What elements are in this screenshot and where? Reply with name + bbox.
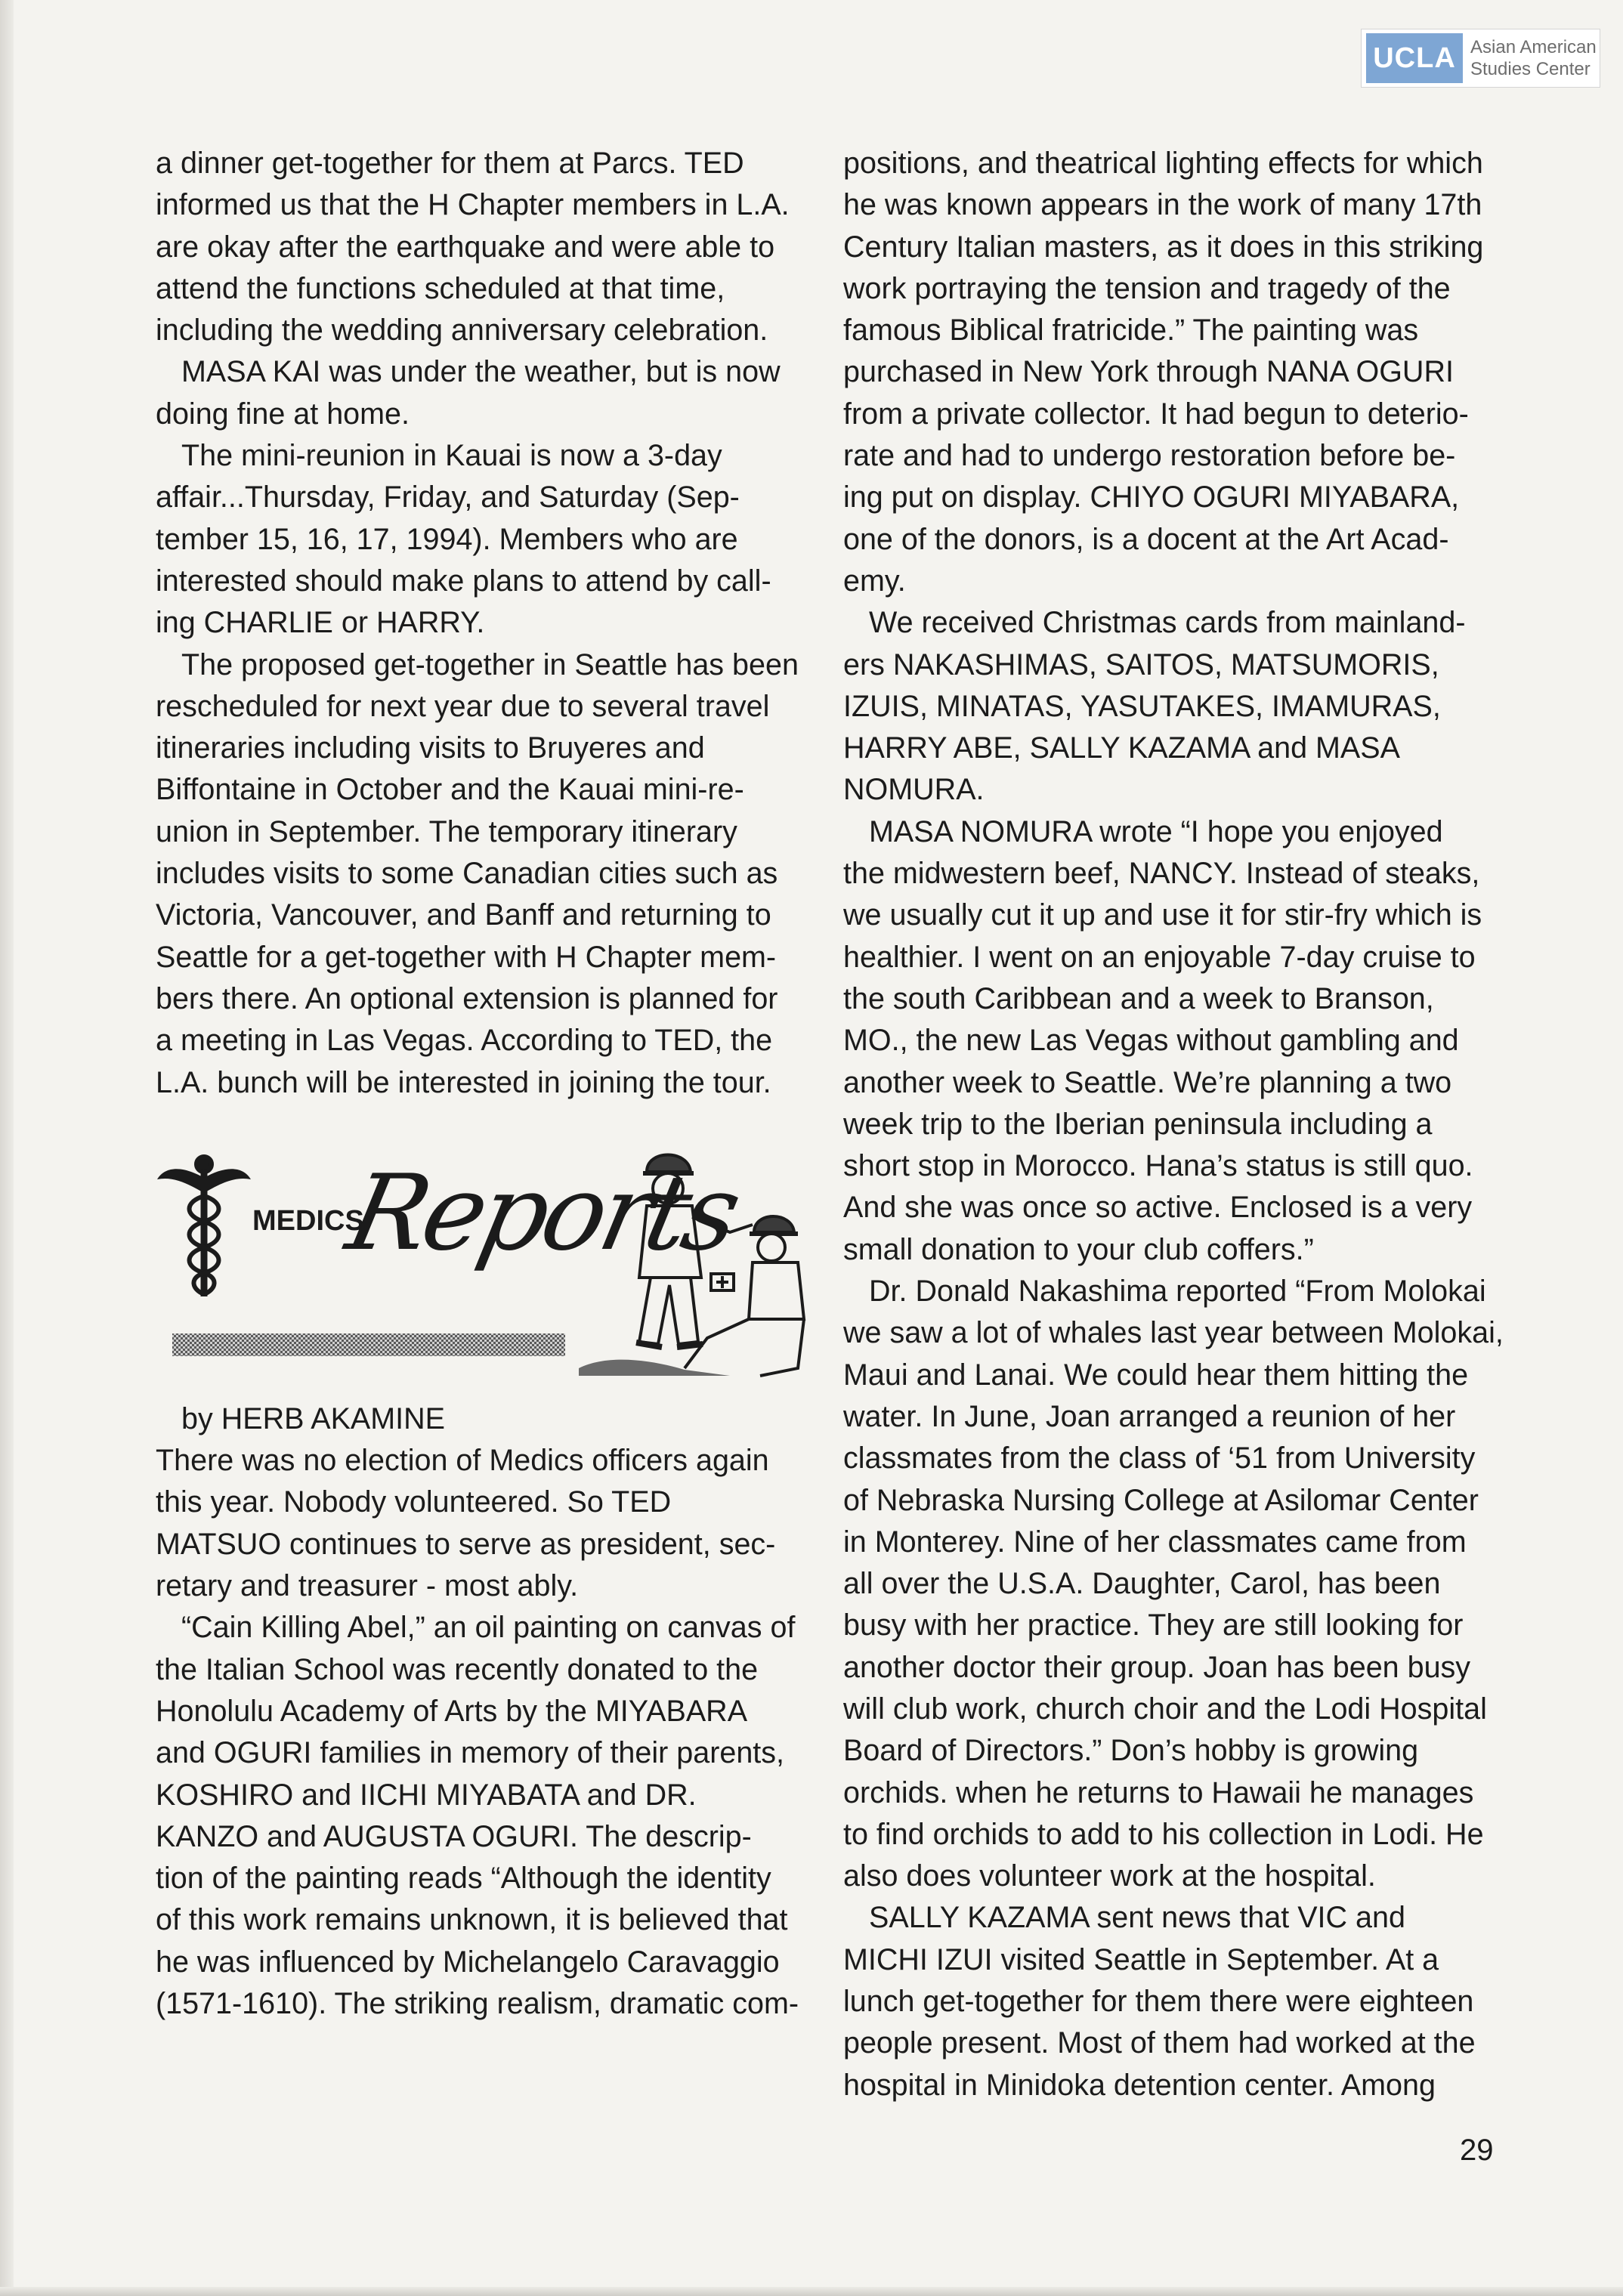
paragraph: a dinner get-together for them at Parcs. TED informed us that the H Chapter members in L.A. are okay after the earthquake and were able to attend the functions scheduled at that time, including the wedding anniversary celebration. [156, 147, 790, 348]
page-edge-shadow [0, 0, 14, 2296]
paragraph: Dr. Donald Nakashima reported “From Molokai we saw a lot of whales last year between Molokai, Maui and Lanai. We could hear them hitting the water. In June, Joan arranged a reunion of her classmates from the class of ‘51 from University of Nebraska Nursing College at Asilomar Center in Monterey. Nine of her classmates came from all over the U.S.A. Daughter, Carol, has been busy with her practice. They are still looking for another doctor their group. Joan has been busy will club work, church choir and the Lodi Hospital Board of Directors.” Don’s hobby is growing orchids. when he returns to Hawaii he manages to find orchids to add to his collection in Lodi. He also does volunteer work at the hospital. [843, 1275, 1504, 1893]
paragraph: There was no election of Medics officers again this year. Nobody volunteered. So TED MATSUO continues to serve as president, sec- retary and treasurer - most ably. [156, 1444, 776, 1603]
right-column [843, 143, 1512, 2106]
paragraph: The mini-reunion in Kauai is now a 3-day affair...Thursday, Friday, and Saturday (Sep- tember 15, 16, 17, 1994). Members who are interested should make plans to attend by call- ing CHARLIE or HARRY. [156, 439, 771, 640]
paragraph: We received Christmas cards from mainland- ers NAKASHIMAS, SAITOS, MATSUMORIS, IZUIS, MINATAS, YASUTAKES, IMAMURAS, HARRY ABE, SALLY KAZAMA and MASA NOMURA. [843, 606, 1466, 807]
reports-script-title: Reports [337, 1151, 747, 1274]
ucla-aasc-watermark [1361, 29, 1600, 88]
watermark-line-1: Asian American [1470, 37, 1597, 57]
paragraph: The proposed get-together in Seattle has been rescheduled for next year due to several travel itineraries including visits to Bruyeres and Biffontaine in October and the Kauai mini-re- union in September. The temporary itinerary includes visits to some Canadian cities such as Victoria, Vancouver, and Banff and returning to Seattle for a get-together with H Chapter mem- bers there. An optional extension is planned for a meeting in Las Vegas. According to TED, the L.A. bunch will be interested in joining the tour. [156, 647, 799, 1099]
paragraph: MASA NOMURA wrote “I hope you enjoyed the midwestern beef, NANCY. Instead of steaks, we usually cut it up and use it for stir-fry which is healthier. I went on an enjoyable 7-day cruise to the south Caribbean and a week to Branson, MO., the new Las Vegas without gambling and another week to Seattle. We’re planning a two week trip to the Iberian peninsula including a short stop in Morocco. Hana’s status is still quo. And she was once so active. Enclosed is a very small donation to your club coffers.” [843, 814, 1482, 1266]
caduceus-icon [157, 1157, 251, 1296]
watermark-caption [1470, 36, 1597, 80]
paragraph: positions, and theatrical lighting effects for which he was known appears in the work of many 17th Century Italian masters, as it does in this striking work portraying the tension and tragedy of the famous Biblical fratricide.” The painting was purchased in New York through NANA OGURI from a private collector. It had begun to deterio- rate and had to undergo restoration before be- ing put on display. CHIYO OGURI MIYABARA, one of the donors, is a docent at the Art Acad- emy. [843, 147, 1484, 598]
page-number: 29 [1460, 2134, 1494, 2167]
paragraph: SALLY KAZAMA sent news that VIC and MICHI IZUI visited Seattle in September. At a lunch get-together for them there were eighteen people present. Most of them had worked at the hospital in Minidoka detention center. Among [843, 1901, 1476, 2102]
medics-reports-header [156, 1149, 824, 1398]
left-column [156, 143, 824, 2025]
ucla-logo: UCLA [1366, 33, 1463, 83]
page-bottom-edge [0, 2287, 1623, 2296]
byline: by HERB AKAMINE [181, 1401, 446, 1435]
paragraph: “Cain Killing Abel,” an oil painting on canvas of the Italian School was recently donated to the Honolulu Academy of Arts by the MIYABARA and OGURI families in memory of their parents, KOSHIRO and IICHI MIYABATA and DR. KANZO and AUGUSTA OGURI. The descrip- tion of the painting reads “Although the identity of this work remains unknown, it is believed that he was influenced by Michelangelo Caravaggio (1571-1610). The striking realism, dramatic com- [156, 1611, 799, 2020]
paragraph: MASA KAI was under the weather, but is now doing fine at home. [156, 355, 781, 431]
medics-label: MEDICS [252, 1204, 364, 1237]
watermark-line-2: Studies Center [1470, 59, 1591, 79]
hatched-rule [172, 1333, 565, 1356]
